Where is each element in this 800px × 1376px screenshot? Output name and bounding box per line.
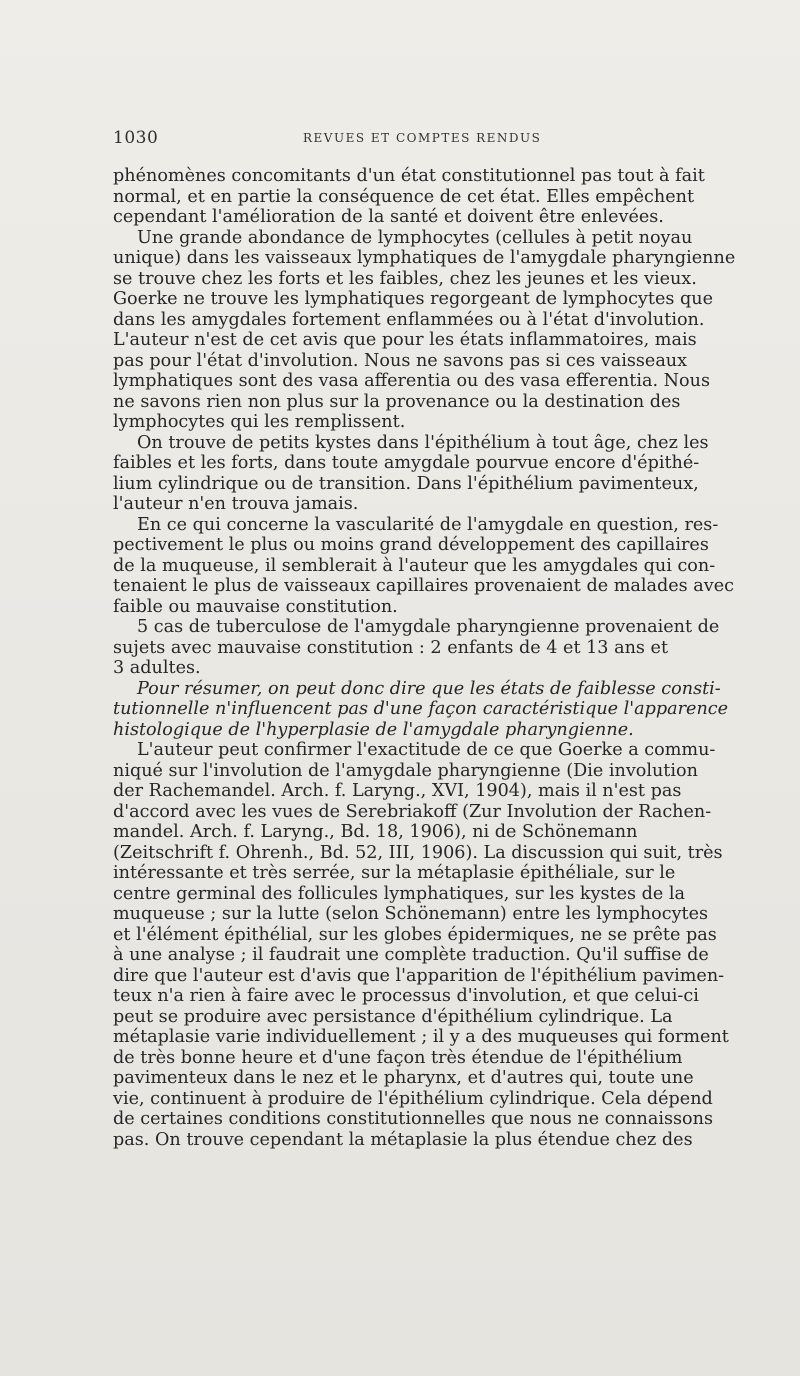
text-line: L'auteur peut confirmer l'exactitude de ce que Goerke a commu- [137,740,716,760]
italic-text-line: tutionnelle n'influencent pas d'une façon caractéristique l'apparence [113,699,729,719]
text-line: l'auteur n'en trouva jamais. [113,494,359,514]
text-line: On trouve de petits kystes dans l'épithélium à tout âge, chez les [137,432,709,453]
page-number: 1030 [113,128,159,148]
text-line: à une analyse ; il faudrait une complète traduction. Qu'il suffise de [113,945,709,965]
text-line: métaplasie varie individuellement ; il y a des muqueuses qui forment [113,1027,729,1047]
text-line: phénomènes concomitants d'un état constitutionnel pas tout à fait [113,166,705,186]
text-line [113,699,785,720]
text-line: muqueuse ; sur la lutte (selon Schönemann) entre les lymphocytes [113,904,709,924]
text-line: de certaines conditions constitutionnelles que nous ne connaissons [113,1109,714,1129]
text-line: pas. On trouve cependant la métaplasie la plus étendue chez des [113,1129,693,1150]
text-line: vie, continuent à produire de l'épithélium cylindrique. Cela dépend [113,1088,713,1109]
text-line: lymphatiques sont des vasa afferentia ou des vasa efferentia. Nous [113,371,710,391]
page-header [113,128,713,152]
text-line [113,679,785,700]
text-line: mandel. Arch. f. Laryng., Bd. 18, 1906), ni de Schönemann [113,822,638,842]
text-line: centre germinal des follicules lymphatiques, sur les kystes de la [113,883,686,904]
text-line: pectivement le plus ou moins grand développement des capillaires [113,535,709,555]
text-line: de la muqueuse, il semblerait à l'auteur que les amygdales qui con- [113,555,716,576]
text-line: faibles et les forts, dans toute amygdale pourvue encore d'épithé- [113,453,700,473]
text-line: unique) dans les vaisseaux lymphatiques de l'amygdale pharyngienne [113,248,736,268]
text-line: dire que l'auteur est d'avis que l'apparition de l'épithélium pavimen- [113,965,725,986]
text-line: cependant l'amélioration de la santé et doivent être enlevées. [113,207,664,227]
text-line: dans les amygdales fortement enflammées ou à l'état d'involution. [113,309,705,330]
text-line: lymphocytes qui les remplissent. [113,412,406,432]
text-line: de très bonne heure et d'une façon très étendue de l'épithélium [113,1047,683,1068]
text-line: lium cylindrique ou de transition. Dans l'épithélium pavimenteux, [113,473,699,494]
text-line: normal, et en partie la conséquence de cet état. Elles empêchent [113,186,695,207]
text-line: pavimenteux dans le nez et le pharynx, et d'autres qui, toute une [113,1068,694,1088]
italic-text-line: histologique de l'hyperplasie de l'amygdale pharyngienne. [113,719,634,740]
text-line: intéressante et très serrée, sur la métaplasie épithéliale, sur le [113,863,676,883]
text-line: tenaient le plus de vaisseaux capillaires provenaient de malades avec [113,576,734,596]
text-line: der Rachemandel. Arch. f. Laryng., XVI, 1904), mais il n'est pas [113,781,682,801]
text-line: niqué sur l'involution de l'amygdale pharyngienne (Die involution [113,760,698,781]
text-line: sujets avec mauvaise constitution : 2 enfants de 4 et 13 ans et [113,637,669,658]
text-line: Une grande abondance de lymphocytes (cellules à petit noyau [137,227,693,248]
text-line: ne savons rien non plus sur la provenance ou la destination des [113,391,681,412]
body-text [113,166,785,1150]
text-line: 5 cas de tuberculose de l'amygdale pharyngienne provenaient de [137,617,720,637]
text-line: (Zeitschrift f. Ohrenh., Bd. 52, III, 1906). La discussion qui suit, très [113,842,723,863]
text-line: 3 adultes. [113,658,201,678]
text-line: et l'élément épithélial, sur les globes épidermiques, ne se prête pas [113,924,717,945]
text-line: Goerke ne trouve les lymphatiques regorgeant de lymphocytes que [113,289,713,309]
text-line: L'auteur n'est de cet avis que pour les états inflammatoires, mais [113,330,697,350]
text-line: teux n'a rien à faire avec le processus d'involution, et que celui-ci [113,986,699,1006]
text-line: peut se produire avec persistance d'épithélium cylindrique. La [113,1006,673,1027]
text-line [113,720,785,741]
text-line: pas pour l'état d'involution. Nous ne savons pas si ces vaisseaux [113,350,688,371]
text-line: se trouve chez les forts et les faibles, chez les jeunes et les vieux. [113,268,697,289]
running-head: REVUES ET COMPTES RENDUS [303,131,542,145]
text-line: En ce qui concerne la vascularité de l'amygdale en question, res- [137,514,719,535]
text-line: faible ou mauvaise constitution. [113,596,398,617]
text-line: d'accord avec les vues de Serebriakoff (Zur Involution der Rachen- [113,801,712,822]
italic-text-line: Pour résumer, on peut donc dire que les états de faiblesse consti- [137,678,721,699]
